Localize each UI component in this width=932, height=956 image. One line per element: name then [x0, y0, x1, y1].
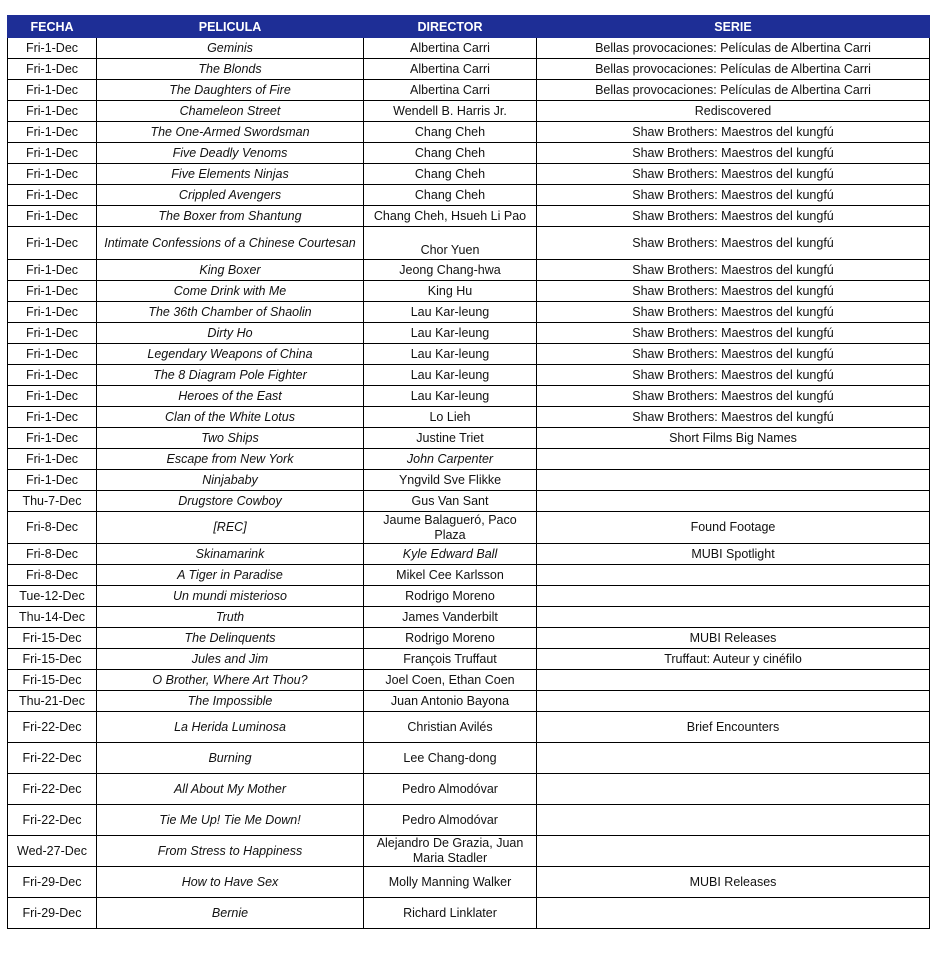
cell-fecha: Fri-22-Dec — [8, 805, 97, 836]
table-row — [8, 586, 930, 607]
cell-serie: Shaw Brothers: Maestros del kungfú — [537, 302, 930, 323]
cell-director: Chang Cheh — [364, 185, 537, 206]
cell-pelicula: Heroes of the East — [97, 386, 364, 407]
cell-fecha: Fri-1-Dec — [8, 260, 97, 281]
film-schedule-table — [7, 15, 930, 929]
cell-serie: Shaw Brothers: Maestros del kungfú — [537, 122, 930, 143]
cell-fecha: Fri-1-Dec — [8, 449, 97, 470]
table-header — [8, 16, 930, 38]
cell-director — [364, 836, 537, 867]
cell-director: Lau Kar-leung — [364, 344, 537, 365]
table-row — [8, 470, 930, 491]
cell-pelicula: Escape from New York — [97, 449, 364, 470]
table-row — [8, 164, 930, 185]
cell-serie — [537, 670, 930, 691]
cell-pelicula: Two Ships — [97, 428, 364, 449]
cell-pelicula: Truth — [97, 607, 364, 628]
cell-director: Albertina Carri — [364, 59, 537, 80]
cell-fecha: Fri-1-Dec — [8, 386, 97, 407]
cell-director: King Hu — [364, 281, 537, 302]
cell-director: Richard Linklater — [364, 898, 537, 929]
cell-fecha: Fri-22-Dec — [8, 743, 97, 774]
cell-serie: Shaw Brothers: Maestros del kungfú — [537, 323, 930, 344]
cell-pelicula: Un mundi misterioso — [97, 586, 364, 607]
cell-director: Christian Avilés — [364, 712, 537, 743]
cell-pelicula: The 36th Chamber of Shaolin — [97, 302, 364, 323]
cell-pelicula: King Boxer — [97, 260, 364, 281]
table-row — [8, 628, 930, 649]
cell-director: Lau Kar-leung — [364, 302, 537, 323]
cell-serie: Truffaut: Auteur y cinéfilo — [537, 649, 930, 670]
cell-pelicula: The Blonds — [97, 59, 364, 80]
cell-director: Pedro Almodóvar — [364, 805, 537, 836]
table-row — [8, 805, 930, 836]
cell-pelicula: Burning — [97, 743, 364, 774]
cell-serie: Shaw Brothers: Maestros del kungfú — [537, 260, 930, 281]
cell-director: Chor Yuen — [364, 227, 537, 260]
cell-pelicula: Skinamarink — [97, 544, 364, 565]
cell-pelicula: Chameleon Street — [97, 101, 364, 122]
table-row — [8, 206, 930, 227]
table-row — [8, 743, 930, 774]
table-row — [8, 281, 930, 302]
cell-fecha: Fri-1-Dec — [8, 281, 97, 302]
cell-serie: Bellas provocaciones: Películas de Albertina Carri — [537, 59, 930, 80]
table-row — [8, 544, 930, 565]
cell-serie — [537, 743, 930, 774]
table-row — [8, 122, 930, 143]
cell-pelicula: From Stress to Happiness — [97, 836, 364, 867]
cell-fecha: Fri-1-Dec — [8, 59, 97, 80]
cell-fecha: Fri-15-Dec — [8, 628, 97, 649]
table-row — [8, 898, 930, 929]
cell-director: Mikel Cee Karlsson — [364, 565, 537, 586]
cell-pelicula: How to Have Sex — [97, 867, 364, 898]
cell-pelicula: The Delinquents — [97, 628, 364, 649]
cell-director: Rodrigo Moreno — [364, 586, 537, 607]
table-row — [8, 691, 930, 712]
cell-pelicula: Drugstore Cowboy — [97, 491, 364, 512]
cell-fecha: Fri-1-Dec — [8, 323, 97, 344]
cell-director: Juan Antonio Bayona — [364, 691, 537, 712]
cell-pelicula: All About My Mother — [97, 774, 364, 805]
table-row — [8, 867, 930, 898]
cell-serie — [537, 470, 930, 491]
table-row — [8, 491, 930, 512]
cell-director: Chang Cheh, Hsueh Li Pao — [364, 206, 537, 227]
table-row — [8, 607, 930, 628]
cell-director: Molly Manning Walker — [364, 867, 537, 898]
cell-serie: Shaw Brothers: Maestros del kungfú — [537, 206, 930, 227]
cell-director: Albertina Carri — [364, 38, 537, 59]
cell-fecha: Fri-15-Dec — [8, 670, 97, 691]
cell-director: Albertina Carri — [364, 80, 537, 101]
cell-serie: Bellas provocaciones: Películas de Albertina Carri — [537, 38, 930, 59]
cell-pelicula: O Brother, Where Art Thou? — [97, 670, 364, 691]
cell-director: Kyle Edward Ball — [364, 544, 537, 565]
cell-serie: Shaw Brothers: Maestros del kungfú — [537, 164, 930, 185]
header-row — [8, 16, 930, 38]
cell-director-text: Alejandro De Grazia, Juan Maria Stadler — [376, 836, 524, 865]
table-body — [8, 38, 930, 929]
cell-director: Lee Chang-dong — [364, 743, 537, 774]
cell-director: Lau Kar-leung — [364, 365, 537, 386]
cell-fecha: Fri-1-Dec — [8, 344, 97, 365]
table-row — [8, 302, 930, 323]
cell-fecha: Tue-12-Dec — [8, 586, 97, 607]
table-row — [8, 59, 930, 80]
cell-pelicula: The Impossible — [97, 691, 364, 712]
cell-director: Lau Kar-leung — [364, 323, 537, 344]
cell-pelicula: Five Deadly Venoms — [97, 143, 364, 164]
cell-fecha: Fri-15-Dec — [8, 649, 97, 670]
cell-serie — [537, 774, 930, 805]
cell-fecha: Fri-1-Dec — [8, 164, 97, 185]
cell-pelicula: Intimate Confessions of a Chinese Courtesan — [97, 227, 364, 260]
cell-pelicula: Geminis — [97, 38, 364, 59]
cell-pelicula: Ninjababy — [97, 470, 364, 491]
header-director: DIRECTOR — [364, 16, 537, 38]
cell-director: Yngvild Sve Flikke — [364, 470, 537, 491]
cell-pelicula: Legendary Weapons of China — [97, 344, 364, 365]
cell-director: Lau Kar-leung — [364, 386, 537, 407]
cell-serie: Shaw Brothers: Maestros del kungfú — [537, 386, 930, 407]
cell-pelicula: Clan of the White Lotus — [97, 407, 364, 428]
cell-pelicula: Dirty Ho — [97, 323, 364, 344]
cell-director: Chang Cheh — [364, 143, 537, 164]
table-row — [8, 649, 930, 670]
cell-serie — [537, 898, 930, 929]
cell-pelicula: The One-Armed Swordsman — [97, 122, 364, 143]
cell-fecha: Fri-1-Dec — [8, 206, 97, 227]
cell-serie: MUBI Releases — [537, 867, 930, 898]
cell-serie: Shaw Brothers: Maestros del kungfú — [537, 365, 930, 386]
cell-serie — [537, 691, 930, 712]
cell-serie: Shaw Brothers: Maestros del kungfú — [537, 344, 930, 365]
cell-pelicula: [REC] — [97, 512, 364, 544]
table-row — [8, 80, 930, 101]
cell-fecha: Fri-8-Dec — [8, 512, 97, 544]
table-row — [8, 38, 930, 59]
cell-director: Rodrigo Moreno — [364, 628, 537, 649]
cell-serie: Shaw Brothers: Maestros del kungfú — [537, 281, 930, 302]
cell-fecha: Fri-1-Dec — [8, 101, 97, 122]
table-row — [8, 670, 930, 691]
cell-serie — [537, 607, 930, 628]
cell-serie — [537, 836, 930, 867]
table-row — [8, 344, 930, 365]
cell-pelicula: Five Elements Ninjas — [97, 164, 364, 185]
cell-serie: Bellas provocaciones: Películas de Albertina Carri — [537, 80, 930, 101]
cell-director: Jeong Chang-hwa — [364, 260, 537, 281]
cell-fecha: Fri-1-Dec — [8, 38, 97, 59]
table-row — [8, 407, 930, 428]
cell-serie: Rediscovered — [537, 101, 930, 122]
cell-serie: Brief Encounters — [537, 712, 930, 743]
cell-fecha: Fri-1-Dec — [8, 80, 97, 101]
header-fecha: FECHA — [8, 16, 97, 38]
table-row — [8, 260, 930, 281]
cell-pelicula: Jules and Jim — [97, 649, 364, 670]
cell-pelicula: A Tiger in Paradise — [97, 565, 364, 586]
cell-serie — [537, 565, 930, 586]
cell-pelicula: Tie Me Up! Tie Me Down! — [97, 805, 364, 836]
cell-fecha: Thu-21-Dec — [8, 691, 97, 712]
cell-pelicula: Crippled Avengers — [97, 185, 364, 206]
cell-fecha: Fri-29-Dec — [8, 898, 97, 929]
cell-pelicula: The Boxer from Shantung — [97, 206, 364, 227]
cell-director: Lo Lieh — [364, 407, 537, 428]
cell-pelicula: Bernie — [97, 898, 364, 929]
header-pelicula: PELICULA — [97, 16, 364, 38]
cell-serie: MUBI Spotlight — [537, 544, 930, 565]
cell-pelicula: The Daughters of Fire — [97, 80, 364, 101]
table-row — [8, 101, 930, 122]
cell-serie: Short Films Big Names — [537, 428, 930, 449]
cell-fecha: Fri-22-Dec — [8, 774, 97, 805]
cell-fecha: Fri-1-Dec — [8, 302, 97, 323]
table-row — [8, 836, 930, 867]
cell-fecha: Fri-8-Dec — [8, 544, 97, 565]
table-row — [8, 428, 930, 449]
cell-serie — [537, 491, 930, 512]
cell-fecha: Fri-1-Dec — [8, 143, 97, 164]
cell-director: Chang Cheh — [364, 122, 537, 143]
cell-serie: Shaw Brothers: Maestros del kungfú — [537, 143, 930, 164]
cell-serie: Shaw Brothers: Maestros del kungfú — [537, 227, 930, 260]
table-row — [8, 774, 930, 805]
cell-director: James Vanderbilt — [364, 607, 537, 628]
cell-serie — [537, 449, 930, 470]
cell-fecha: Thu-14-Dec — [8, 607, 97, 628]
cell-director: Justine Triet — [364, 428, 537, 449]
table-row — [8, 227, 930, 260]
cell-fecha: Fri-1-Dec — [8, 185, 97, 206]
table-row — [8, 323, 930, 344]
cell-director: Wendell B. Harris Jr. — [364, 101, 537, 122]
cell-director: Jaume Balagueró, Paco Plaza — [364, 512, 537, 544]
cell-fecha: Fri-8-Dec — [8, 565, 97, 586]
cell-serie: Shaw Brothers: Maestros del kungfú — [537, 185, 930, 206]
cell-fecha: Thu-7-Dec — [8, 491, 97, 512]
cell-serie — [537, 586, 930, 607]
cell-fecha: Fri-1-Dec — [8, 428, 97, 449]
cell-pelicula: Come Drink with Me — [97, 281, 364, 302]
cell-fecha: Fri-22-Dec — [8, 712, 97, 743]
cell-serie — [537, 805, 930, 836]
cell-fecha: Wed-27-Dec — [8, 836, 97, 867]
cell-fecha: Fri-1-Dec — [8, 365, 97, 386]
header-serie: SERIE — [537, 16, 930, 38]
cell-fecha: Fri-1-Dec — [8, 470, 97, 491]
cell-director: François Truffaut — [364, 649, 537, 670]
cell-serie: Found Footage — [537, 512, 930, 544]
cell-fecha: Fri-1-Dec — [8, 122, 97, 143]
table-row — [8, 565, 930, 586]
table-row — [8, 185, 930, 206]
cell-director: Pedro Almodóvar — [364, 774, 537, 805]
cell-director: Gus Van Sant — [364, 491, 537, 512]
table-row — [8, 365, 930, 386]
cell-director: John Carpenter — [364, 449, 537, 470]
cell-pelicula: La Herida Luminosa — [97, 712, 364, 743]
cell-fecha: Fri-1-Dec — [8, 227, 97, 260]
table-row — [8, 712, 930, 743]
cell-fecha: Fri-1-Dec — [8, 407, 97, 428]
cell-director: Chang Cheh — [364, 164, 537, 185]
cell-director: Joel Coen, Ethan Coen — [364, 670, 537, 691]
cell-serie: MUBI Releases — [537, 628, 930, 649]
table-row — [8, 512, 930, 544]
table-row — [8, 386, 930, 407]
table-row — [8, 449, 930, 470]
cell-pelicula: The 8 Diagram Pole Fighter — [97, 365, 364, 386]
cell-serie: Shaw Brothers: Maestros del kungfú — [537, 407, 930, 428]
cell-fecha: Fri-29-Dec — [8, 867, 97, 898]
table-row — [8, 143, 930, 164]
